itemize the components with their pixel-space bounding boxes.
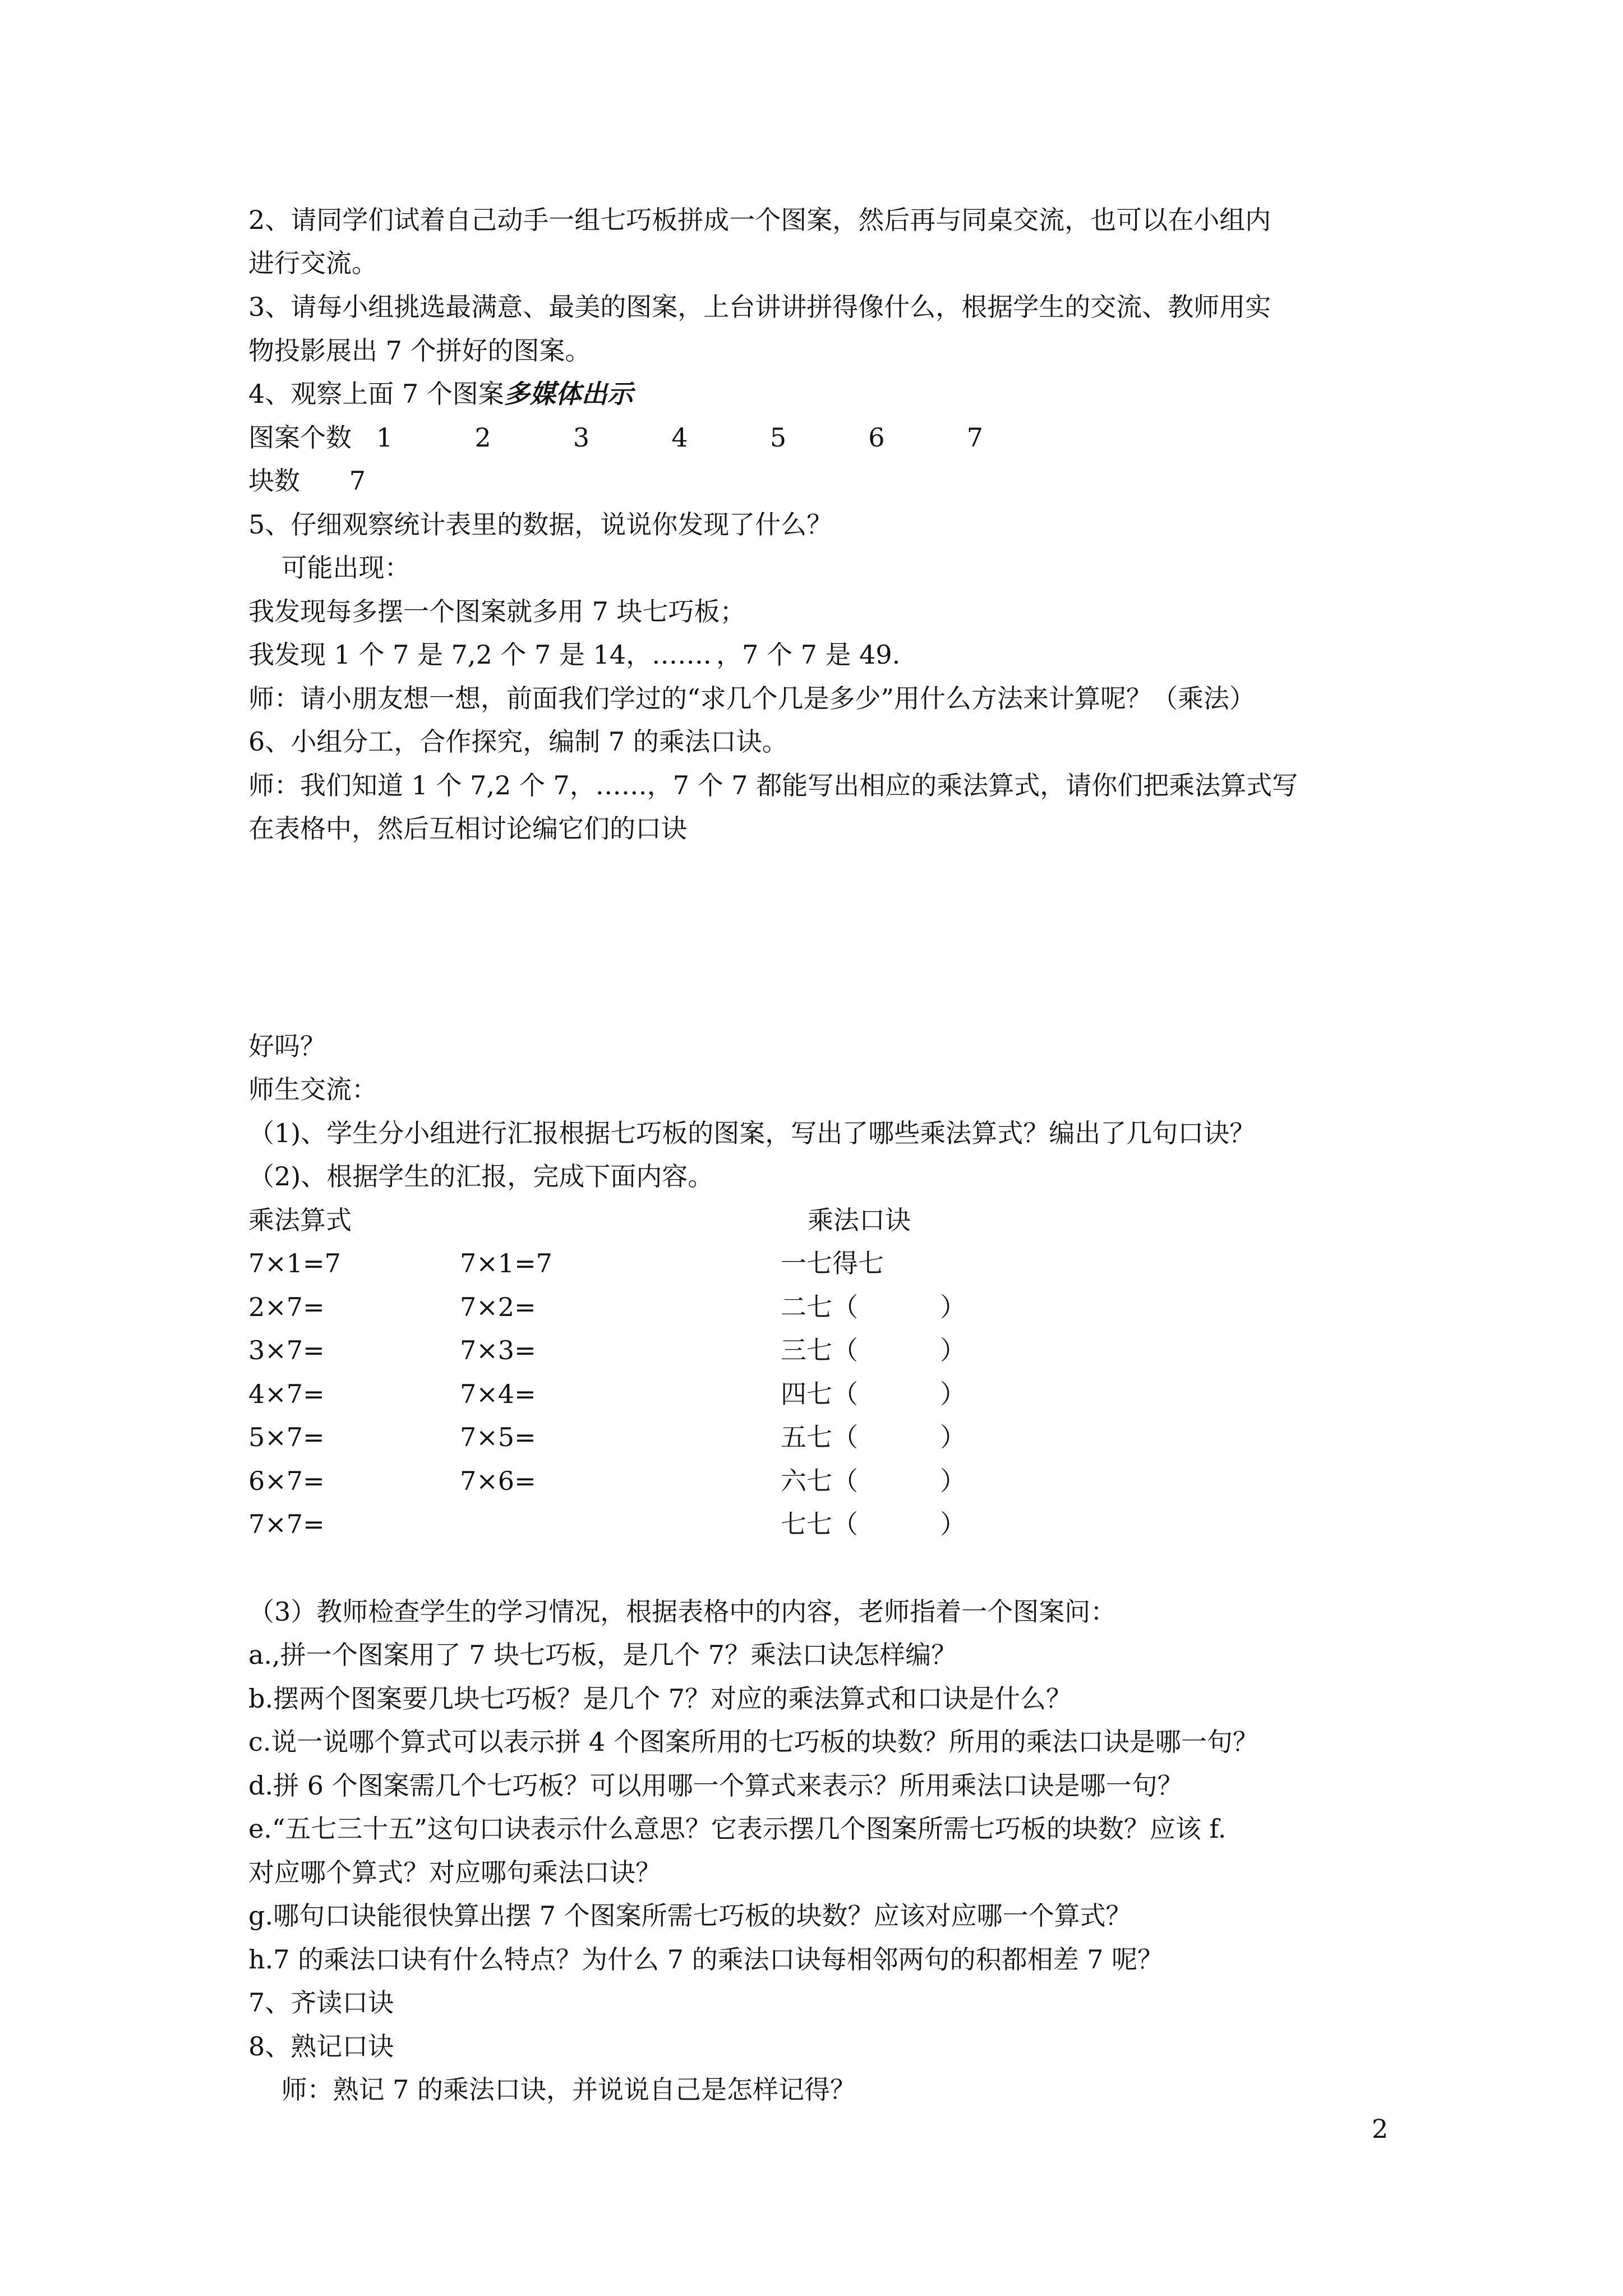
table-cell-rhyme: 二七（ ） (781, 1292, 966, 1322)
table-cell-formula-b: 7×2= (460, 1292, 536, 1322)
text-line: 进行交流。 (248, 248, 377, 278)
table-cell-rhyme: 七七（ ） (781, 1509, 966, 1539)
text-line: 我发现 1 个 7 是 7,2 个 7 是 14，……．，7 个 7 是 49. (248, 639, 901, 670)
text-line: 7、齐读口诀 (248, 1987, 394, 2018)
table-cell-formula-a: 2×7= (248, 1292, 325, 1322)
text-line: 师生交流： (248, 1074, 377, 1105)
text-line: 师：熟记 7 的乘法口诀，并说说自己是怎样记得？ (248, 2074, 856, 2105)
table-header-formula: 乘法算式 (248, 1205, 352, 1235)
table-cell-formula-b: 7×6= (460, 1466, 536, 1496)
text-line: 5、仔细观察统计表里的数据，说说你发现了什么？ (248, 509, 833, 540)
text-line: 3、请每小组挑选最满意、最美的图案，上台讲讲拼得像什么，根据学生的交流、教师用实 (248, 292, 1271, 322)
text-line: 好吗？ (248, 1031, 326, 1061)
text-line: a.,拼一个图案用了 7 块七巧板，是几个 7？乘法口诀怎样编？ (248, 1640, 957, 1670)
text-line: 对应哪个算式？对应哪句乘法口诀？ (248, 1857, 661, 1888)
stats-row-pattern-count: 图案个数 1 2 3 4 5 6 7 (248, 422, 984, 453)
text-line: e.“五七三十五”这句口诀表示什么意思？它表示摆几个图案所需七巧板的块数？应该 f. (248, 1814, 1227, 1844)
text-line: （2)、根据学生的汇报，完成下面内容。 (248, 1161, 714, 1191)
text-line: 2、请同学们试着自己动手一组七巧板拼成一个图案，然后再与同桌交流，也可以在小组内 (248, 205, 1271, 235)
table-cell-formula-b: 7×4= (460, 1379, 536, 1409)
table-cell-rhyme: 六七（ ） (781, 1466, 966, 1496)
table-cell-formula-a: 6×7= (248, 1466, 325, 1496)
text-line: h.7 的乘法口诀有什么特点？为什么 7 的乘法口诀每相邻两句的积都相差 7 呢？ (248, 1944, 1164, 1975)
text-line: d.拼 6 个图案需几个七巧板？可以用哪一个算式来表示？所用乘法口诀是哪一句？ (248, 1770, 1183, 1801)
text-line: 8、熟记口诀 (248, 2031, 394, 2062)
text-line: b.摆两个图案要几块七巧板？是几个 7？对应的乘法算式和口诀是什么？ (248, 1683, 1072, 1714)
table-cell-formula-a: 7×7= (248, 1509, 325, 1539)
text-line: 可能出现： (248, 553, 411, 583)
table-header-rhyme: 乘法口诀 (808, 1205, 911, 1235)
table-cell-formula-a: 7×1=7 (248, 1248, 341, 1278)
table-cell-rhyme: 一七得七 (781, 1248, 884, 1278)
table-cell-rhyme: 三七（ ） (781, 1335, 966, 1365)
text-line: c.说一说哪个算式可以表示拼 4 个图案所用的七巧板的块数？所用的乘法口诀是哪一句？ (248, 1727, 1258, 1757)
multimedia-emphasis: 多媒体出示 (504, 379, 633, 409)
page-number: 2 (1372, 2114, 1389, 2144)
table-cell-formula-a: 3×7= (248, 1335, 325, 1365)
text-line: （3）教师检查学生的学习情况，根据表格中的内容，老师指着一个图案问： (248, 1596, 1117, 1627)
text-line: 师：我们知道 1 个 7,2 个 7，……，7 个 7 都能写出相应的乘法算式，请你们把乘法算式写 (248, 770, 1298, 800)
table-cell-formula-b: 7×1=7 (460, 1248, 552, 1278)
item-4-text: 4、观察上面 7 个图案 (248, 379, 504, 409)
table-cell-formula-b: 7×5= (460, 1422, 536, 1452)
table-cell-formula-b: 7×3= (460, 1335, 536, 1365)
table-cell-rhyme: 四七（ ） (781, 1379, 966, 1409)
text-line: 物投影展出 7 个拼好的图案。 (248, 335, 591, 366)
text-line: 在表格中，然后互相讨论编它们的口诀 (248, 813, 687, 844)
item-4-line (248, 377, 1393, 411)
text-line: （1)、学生分小组进行汇报根据七巧板的图案，写出了哪些乘法算式？编出了几句口诀？ (248, 1118, 1256, 1148)
table-cell-formula-a: 4×7= (248, 1379, 325, 1409)
table-cell-formula-a: 5×7= (248, 1422, 325, 1452)
text-line: 我发现每多摆一个图案就多用 7 块七巧板； (248, 596, 746, 627)
text-line: g.哪句口诀能很快算出摆 7 个图案所需七巧板的块数？应该对应哪一个算式？ (248, 1901, 1132, 1931)
stats-row-block-count: 块数 7 (248, 466, 366, 496)
table-cell-rhyme: 五七（ ） (781, 1422, 966, 1452)
text-line: 师：请小朋友想一想，前面我们学过的“求几个几是多少”用什么方法来计算呢？（乘法） (248, 683, 1256, 714)
text-line: 6、小组分工，合作探究，编制 7 的乘法口诀。 (248, 726, 788, 757)
